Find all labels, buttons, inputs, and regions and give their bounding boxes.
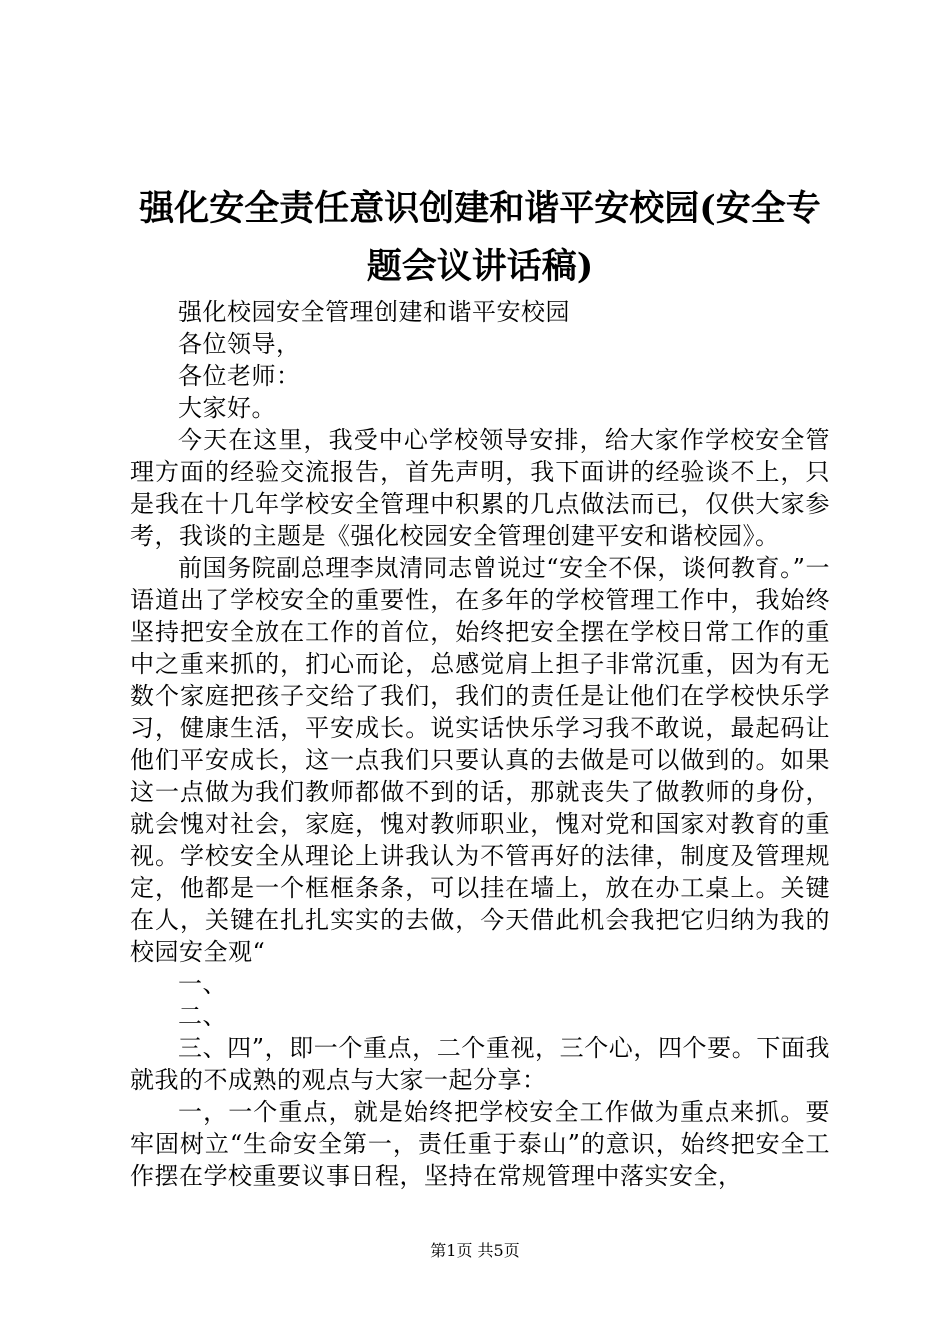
- document-body: [130, 296, 830, 1192]
- paragraph: 各位领导，: [178, 330, 301, 358]
- paragraph: 二、: [178, 1002, 227, 1030]
- document-title: 强化安全责任意识创建和谐平安校园(安全专题会议讲话稿): [139, 188, 821, 287]
- paragraph: 前国务院副总理李岚清同志曾说过“安全不保，谈何教育。”一语道出了学校安全的重要性，在多年的学校管理工作中，我始终坚持把安全放在工作的首位，始终把安全摆在学校日常工作的重中之重来抓的，扪心而论，总感觉肩上担子非常沉重，因为有无数个家庭把孩子交给了我们，我们的责任是让他们在学校快乐学习，健康生活，平安成长。说实话快乐学习我不敢说，最起码让他们平安成长，这一点我们只要认真的去做是可以做到的。如果这一点做为我们教师都做不到的话，那就丧失了做教师的身份，就会愧对社会，家庭，愧对教师职业，愧对党和国家对教育的重视。学校安全从理论上讲我认为不管再好的法律，制度及管理规定，他都是一个框框条条，可以挂在墙上，放在办工桌上。关键在人，关键在扎扎实实的去做，今天借此机会我把它归纳为我的校园安全观“: [130, 554, 830, 966]
- page-number-footer: 第1页 共5页: [430, 1241, 520, 1260]
- paragraph: 三、四”，即一个重点，二个重视，三个心，四个要。下面我就我的不成熟的观点与大家一起分享：: [130, 1034, 830, 1094]
- paragraph: 大家好。: [178, 394, 276, 422]
- paragraph: 今天在这里，我受中心学校领导安排，给大家作学校安全管理方面的经验交流报告，首先声明，我下面讲的经验谈不上，只是我在十几年学校安全管理中积累的几点做法而已，仅供大家参考，我谈的主题是《强化校园安全管理创建平安和谐校园》。: [130, 426, 830, 550]
- paragraph: 一，一个重点，就是始终把学校安全工作做为重点来抓。要牢固树立“生命安全第一，责任重于泰山”的意识，始终把安全工作摆在学校重要议事日程，坚持在常规管理中落实安全，: [130, 1098, 830, 1190]
- paragraph: 一、: [178, 970, 227, 998]
- paragraph: 各位老师：: [178, 362, 301, 390]
- paragraph: 强化校园安全管理创建和谐平安校园: [178, 298, 570, 326]
